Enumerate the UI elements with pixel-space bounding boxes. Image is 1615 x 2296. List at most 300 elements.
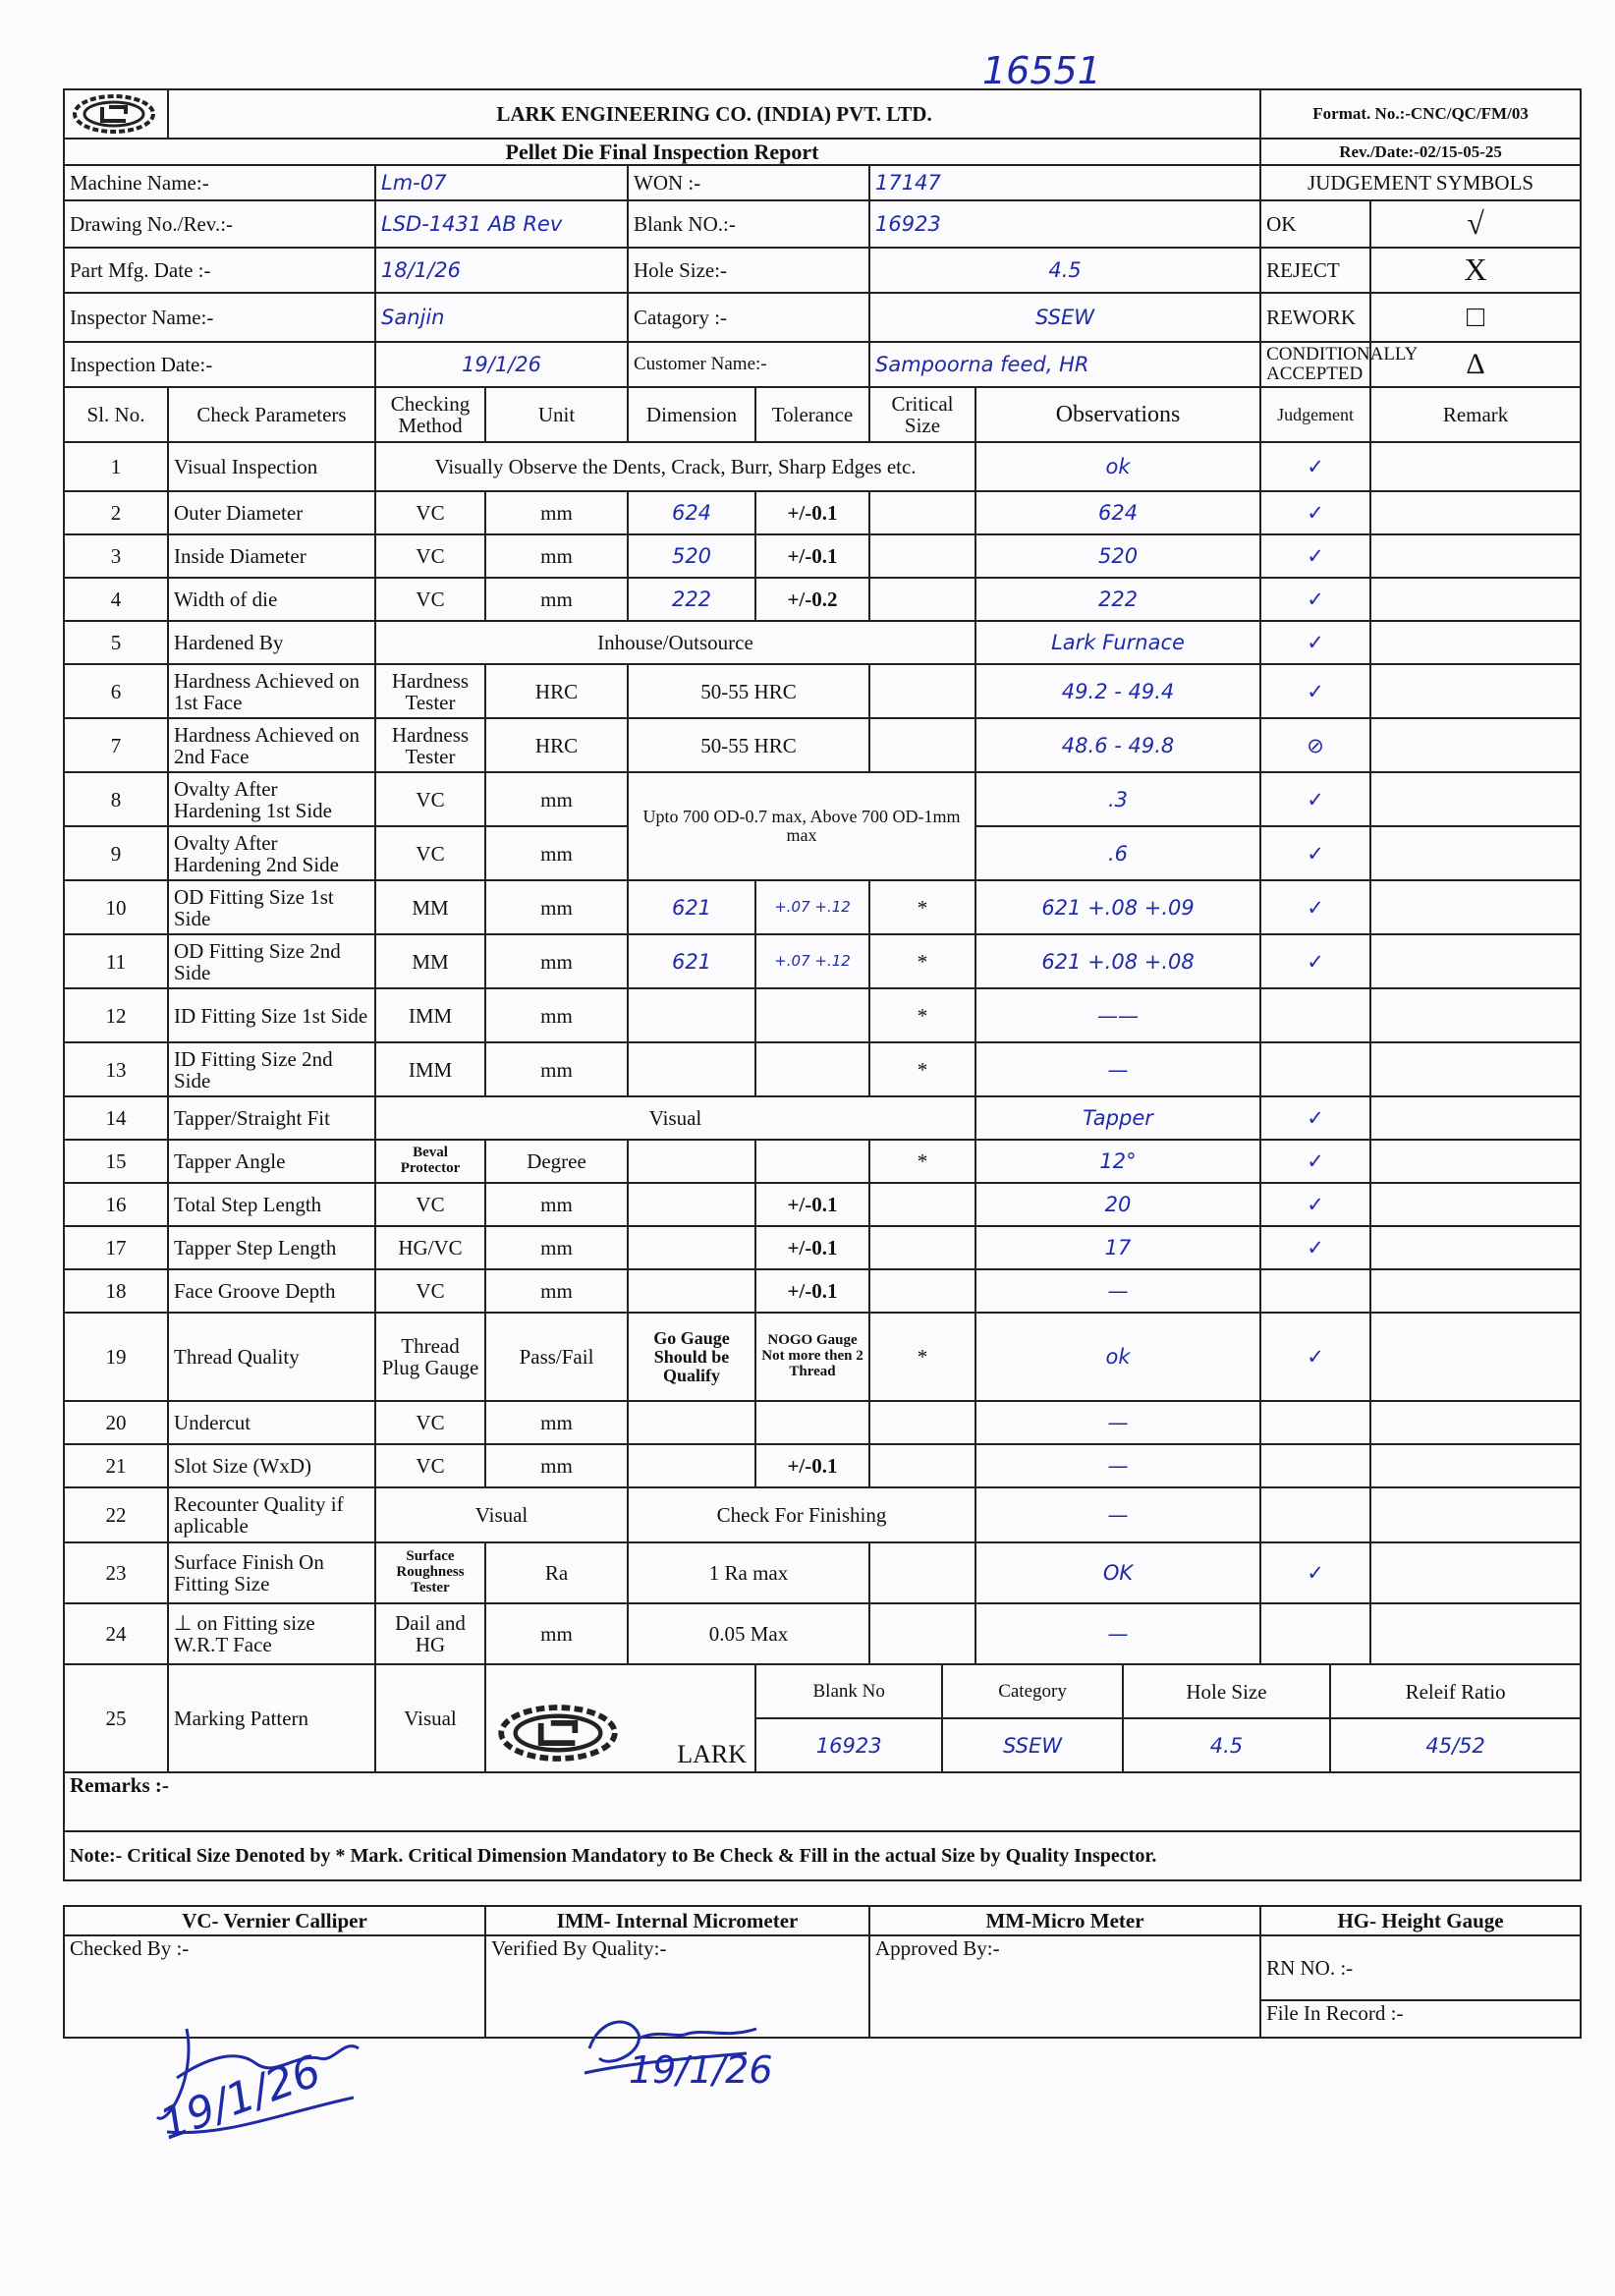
checked-by: Checked By :- xyxy=(64,1935,485,2038)
row-unit: mm xyxy=(485,934,628,988)
row-tol: +/-0.2 xyxy=(755,578,869,621)
mark-category-value: SSEW xyxy=(942,1718,1122,1771)
row-remark xyxy=(1370,718,1581,772)
row-crit xyxy=(869,1603,975,1664)
row-dim xyxy=(628,988,755,1042)
mark-hole-header: Hole Size xyxy=(1123,1665,1331,1718)
table-row xyxy=(64,1096,1581,1140)
row-judgement xyxy=(1260,1603,1370,1664)
rework-label: REWORK xyxy=(1260,293,1370,342)
table-row xyxy=(64,664,1581,718)
row-param: ID Fitting Size 2nd Side xyxy=(168,1042,375,1096)
row-remark xyxy=(1370,664,1581,718)
row-remark xyxy=(1370,988,1581,1042)
row-dim: 621 xyxy=(628,880,755,934)
row-param: Hardness Achieved on 1st Face xyxy=(168,664,375,718)
row-crit: * xyxy=(869,1313,975,1401)
row-param: Ovalty After Hardening 1st Side xyxy=(168,772,375,826)
machine-name-value: Lm-07 xyxy=(375,165,628,200)
col-checking-method: Checking Method xyxy=(375,387,485,442)
row-tol xyxy=(755,1401,869,1444)
row-unit: mm xyxy=(485,1183,628,1226)
row-unit: mm xyxy=(485,1603,628,1664)
row-observation: 621 +.08 +.08 xyxy=(975,934,1260,988)
row-remark xyxy=(1370,934,1581,988)
mark-relief-header: Releif Ratio xyxy=(1330,1665,1580,1718)
table-row xyxy=(64,1542,1581,1603)
row-param: Recounter Quality if aplicable xyxy=(168,1487,375,1542)
row-judgement xyxy=(1260,1042,1370,1096)
row-remark xyxy=(1370,1140,1581,1183)
row-dim: 1 Ra max xyxy=(628,1542,869,1603)
table-row xyxy=(64,578,1581,621)
table-row xyxy=(64,621,1581,664)
row-sl: 6 xyxy=(64,664,168,718)
row-method: Dail and HG xyxy=(375,1603,485,1664)
row-remark xyxy=(1370,1096,1581,1140)
won-label: WON :- xyxy=(628,165,869,200)
row-dim: 520 xyxy=(628,534,755,578)
rework-symbol: □ xyxy=(1370,293,1581,342)
row-method: VC xyxy=(375,1269,485,1313)
row-tol: +.07 +.12 xyxy=(755,880,869,934)
row-tol: +/-0.1 xyxy=(755,1444,869,1487)
legend-mm: MM-Micro Meter xyxy=(869,1906,1260,1935)
row-crit xyxy=(869,1183,975,1226)
row-unit: mm xyxy=(485,826,628,880)
row-dim xyxy=(628,1401,755,1444)
row-judgement xyxy=(1260,1269,1370,1313)
marking-param: Marking Pattern xyxy=(168,1664,375,1772)
row-sl: 10 xyxy=(64,880,168,934)
row-crit: * xyxy=(869,880,975,934)
row-method: VC xyxy=(375,1183,485,1226)
row-crit: * xyxy=(869,934,975,988)
table-row xyxy=(64,988,1581,1042)
row-tol: +/-0.1 xyxy=(755,1269,869,1313)
main-table xyxy=(63,88,1582,2039)
row-observation: — xyxy=(975,1487,1260,1542)
row-sl: 24 xyxy=(64,1603,168,1664)
row-unit: HRC xyxy=(485,664,628,718)
row-unit: mm xyxy=(485,772,628,826)
col-judgement: Judgement xyxy=(1260,387,1370,442)
company-name: LARK ENGINEERING CO. (INDIA) PVT. LTD. xyxy=(168,89,1260,139)
row-judgement: ✓ xyxy=(1260,1140,1370,1183)
hole-size-value: 4.5 xyxy=(869,248,1260,293)
reject-symbol: X xyxy=(1370,248,1581,293)
row-judgement xyxy=(1260,1444,1370,1487)
row-crit xyxy=(869,664,975,718)
row-observation: — xyxy=(975,1042,1260,1096)
row-observation: 12° xyxy=(975,1140,1260,1183)
row-dim: 621 xyxy=(628,934,755,988)
row-param: Ovalty After Hardening 2nd Side xyxy=(168,826,375,880)
col-dimension: Dimension xyxy=(628,387,755,442)
row-param: Surface Finish On Fitting Size xyxy=(168,1542,375,1603)
row-judgement: ✓ xyxy=(1260,442,1370,491)
row-sl: 8 xyxy=(64,772,168,826)
marking-method: Visual xyxy=(375,1664,485,1772)
row-method: VC xyxy=(375,578,485,621)
row-observation: — xyxy=(975,1444,1260,1487)
row-method: Hardness Tester xyxy=(375,718,485,772)
marking-lark-text: LARK xyxy=(677,1739,747,1768)
marking-table xyxy=(756,1665,1580,1771)
row-tol xyxy=(755,1042,869,1096)
table-row xyxy=(64,1140,1581,1183)
row-observation: 49.2 - 49.4 xyxy=(975,664,1260,718)
row-method: Surface Roughness Tester xyxy=(375,1542,485,1603)
table-row xyxy=(64,491,1581,534)
row-observation: — xyxy=(975,1269,1260,1313)
row-dim: 0.05 Max xyxy=(628,1603,869,1664)
row-sl: 11 xyxy=(64,934,168,988)
col-tolerance: Tolerance xyxy=(755,387,869,442)
row-observation: — xyxy=(975,1401,1260,1444)
row-method: Inhouse/Outsource xyxy=(375,621,975,664)
row-observation: Lark Furnace xyxy=(975,621,1260,664)
row-method: IMM xyxy=(375,988,485,1042)
marking-subgrid xyxy=(755,1664,1581,1772)
ok-label: OK xyxy=(1260,200,1370,248)
row-param: Hardness Achieved on 2nd Face xyxy=(168,718,375,772)
table-row xyxy=(64,1444,1581,1487)
row-sl: 16 xyxy=(64,1183,168,1226)
row-judgement: ✓ xyxy=(1260,491,1370,534)
row-tol: +/-0.1 xyxy=(755,491,869,534)
inspection-date-value: 19/1/26 xyxy=(375,342,628,387)
table-row xyxy=(64,1313,1581,1401)
row-method: Visual xyxy=(375,1096,975,1140)
table-row xyxy=(64,1042,1581,1096)
customer-name-value: Sampoorna feed, HR xyxy=(869,342,1260,387)
row-crit xyxy=(869,491,975,534)
row-sl: 18 xyxy=(64,1269,168,1313)
row-param: ⊥ on Fitting size W.R.T Face xyxy=(168,1603,375,1664)
row-param: OD Fitting Size 1st Side xyxy=(168,880,375,934)
row-method: VC xyxy=(375,826,485,880)
row-method: VC xyxy=(375,772,485,826)
table-row xyxy=(64,442,1581,491)
customer-name-label: Customer Name:- xyxy=(628,342,869,387)
row-sl: 5 xyxy=(64,621,168,664)
row-param: OD Fitting Size 2nd Side xyxy=(168,934,375,988)
row-method: VC xyxy=(375,491,485,534)
col-observations: Observations xyxy=(975,387,1260,442)
row-method: VC xyxy=(375,534,485,578)
row-param: Tapper/Straight Fit xyxy=(168,1096,375,1140)
row-observation: —— xyxy=(975,988,1260,1042)
row-method: VC xyxy=(375,1444,485,1487)
row-param: Inside Diameter xyxy=(168,534,375,578)
row-sl: 13 xyxy=(64,1042,168,1096)
row-observation: 624 xyxy=(975,491,1260,534)
row-remark xyxy=(1370,578,1581,621)
drawing-no-label: Drawing No./Rev.:- xyxy=(64,200,375,248)
row-judgement: ✓ xyxy=(1260,934,1370,988)
row-tol xyxy=(755,1140,869,1183)
marking-logo xyxy=(494,1699,622,1767)
row-method: IMM xyxy=(375,1042,485,1096)
row-observation: 20 xyxy=(975,1183,1260,1226)
row-sl: 21 xyxy=(64,1444,168,1487)
row-tol: +.07 +.12 xyxy=(755,934,869,988)
row-judgement xyxy=(1260,1487,1370,1542)
row-sl: 19 xyxy=(64,1313,168,1401)
handwritten-serial: 16551 xyxy=(982,49,1101,92)
row-crit xyxy=(869,1269,975,1313)
row-method: VC xyxy=(375,1401,485,1444)
row-dim: 624 xyxy=(628,491,755,534)
row-unit: mm xyxy=(485,578,628,621)
row-unit: mm xyxy=(485,1444,628,1487)
row-crit: * xyxy=(869,1140,975,1183)
row-tol: +/-0.1 xyxy=(755,1183,869,1226)
drawing-no-value: LSD-1431 AB Rev xyxy=(375,200,628,248)
row-crit xyxy=(869,1444,975,1487)
row-crit xyxy=(869,718,975,772)
row-judgement: ✓ xyxy=(1260,1096,1370,1140)
row-judgement: ✓ xyxy=(1260,621,1370,664)
mark-category-header: Category xyxy=(942,1665,1122,1718)
row-param: ID Fitting Size 1st Side xyxy=(168,988,375,1042)
row-param: Visual Inspection xyxy=(168,442,375,491)
inspector-name-value: Sanjin xyxy=(375,293,628,342)
mark-blank-value: 16923 xyxy=(756,1718,942,1771)
row-crit xyxy=(869,1542,975,1603)
row-unit: mm xyxy=(485,1401,628,1444)
row-observation: ok xyxy=(975,442,1260,491)
row-remark xyxy=(1370,1042,1581,1096)
row-remark xyxy=(1370,826,1581,880)
row-judgement: ✓ xyxy=(1260,826,1370,880)
row-dim xyxy=(628,1269,755,1313)
marking-logo-cell xyxy=(485,1664,755,1772)
row-judgement: ✓ xyxy=(1260,1313,1370,1401)
mark-relief-value: 45/52 xyxy=(1425,1733,1485,1758)
row-unit: mm xyxy=(485,534,628,578)
row-param: Slot Size (WxD) xyxy=(168,1444,375,1487)
row-judgement: ✓ xyxy=(1260,534,1370,578)
remarks-label: Remarks :- xyxy=(64,1772,1581,1831)
ok-symbol: √ xyxy=(1370,200,1581,248)
row-param: Undercut xyxy=(168,1401,375,1444)
row-judgement: ✓ xyxy=(1260,1226,1370,1269)
row-sl: 3 xyxy=(64,534,168,578)
table-row xyxy=(64,934,1581,988)
col-sl-no: Sl. No. xyxy=(64,387,168,442)
conditional-symbol: Δ xyxy=(1370,342,1581,387)
table-row xyxy=(64,772,1581,826)
row-remark xyxy=(1370,621,1581,664)
row-observation: OK xyxy=(975,1542,1260,1603)
row-method: MM xyxy=(375,880,485,934)
row-method: Visually Observe the Dents, Crack, Burr, Sharp Edges etc. xyxy=(375,442,975,491)
row-sl: 4 xyxy=(64,578,168,621)
row-crit xyxy=(869,534,975,578)
critical-note: Note:- Critical Size Denoted by * Mark. Critical Dimension Mandatory to Be Check & Fill in the actual Size by Quality Inspector. xyxy=(64,1831,1581,1880)
row-remark xyxy=(1370,772,1581,826)
row-remark xyxy=(1370,1401,1581,1444)
row-method: Hardness Tester xyxy=(375,664,485,718)
legend-hg: HG- Height Gauge xyxy=(1260,1906,1581,1935)
table-row xyxy=(64,534,1581,578)
checker-sign-date: 19/1/26 xyxy=(153,2045,328,2151)
legend-imm: IMM- Internal Micrometer xyxy=(485,1906,869,1935)
row-remark xyxy=(1370,534,1581,578)
row-judgement: ✓ xyxy=(1260,880,1370,934)
row-unit: mm xyxy=(485,988,628,1042)
row-observation: ok xyxy=(975,1313,1260,1401)
verified-by: Verified By Quality:- xyxy=(485,1935,869,2038)
row-judgement: ✓ xyxy=(1260,1542,1370,1603)
row-dim: 50-55 HRC xyxy=(628,718,869,772)
hole-size-label: Hole Size:- xyxy=(628,248,869,293)
row-judgement xyxy=(1260,988,1370,1042)
row-observation: — xyxy=(975,1603,1260,1664)
row-unit: Degree xyxy=(485,1140,628,1183)
table-row xyxy=(64,1401,1581,1444)
row-sl: 23 xyxy=(64,1542,168,1603)
row-crit xyxy=(869,578,975,621)
col-unit: Unit xyxy=(485,387,628,442)
file-in-record: File In Record :- xyxy=(1260,2000,1581,2038)
row-remark xyxy=(1370,1269,1581,1313)
row-dim: Check For Finishing xyxy=(628,1487,975,1542)
row-method: Visual xyxy=(375,1487,628,1542)
inspection-date-label: Inspection Date:- xyxy=(64,342,375,387)
row-method: MM xyxy=(375,934,485,988)
blank-no-label: Blank NO.:- xyxy=(628,200,869,248)
report-subtitle: Pellet Die Final Inspection Report xyxy=(64,139,1260,165)
table-row xyxy=(64,718,1581,772)
row-dim xyxy=(628,1444,755,1487)
judgement-symbols-title: JUDGEMENT SYMBOLS xyxy=(1260,165,1581,200)
row-observation: 48.6 - 49.8 xyxy=(975,718,1260,772)
marking-sl: 25 xyxy=(64,1664,168,1772)
row-sl: 9 xyxy=(64,826,168,880)
row-param: Width of die xyxy=(168,578,375,621)
category-value: SSEW xyxy=(869,293,1260,342)
row-method: HG/VC xyxy=(375,1226,485,1269)
row-observation: 222 xyxy=(975,578,1260,621)
row-sl: 17 xyxy=(64,1226,168,1269)
table-row xyxy=(64,1603,1581,1664)
row-remark xyxy=(1370,1542,1581,1603)
row-param: Thread Quality xyxy=(168,1313,375,1401)
row-sl: 20 xyxy=(64,1401,168,1444)
col-check-parameters: Check Parameters xyxy=(168,387,375,442)
row-crit xyxy=(869,1401,975,1444)
table-row xyxy=(64,1183,1581,1226)
row-unit: HRC xyxy=(485,718,628,772)
row-param: Tapper Angle xyxy=(168,1140,375,1183)
row-dim xyxy=(628,1183,755,1226)
row-unit: mm xyxy=(485,1226,628,1269)
row-remark xyxy=(1370,491,1581,534)
row-observation: 621 +.08 +.09 xyxy=(975,880,1260,934)
mark-hole-value: 4.5 xyxy=(1123,1718,1331,1771)
row-observation: 520 xyxy=(975,534,1260,578)
row-dim: 222 xyxy=(628,578,755,621)
row-judgement: ✓ xyxy=(1260,772,1370,826)
company-logo xyxy=(64,89,168,139)
mark-blank-header: Blank No xyxy=(756,1665,942,1718)
row-unit: mm xyxy=(485,491,628,534)
row-tol xyxy=(755,988,869,1042)
row-remark xyxy=(1370,1183,1581,1226)
row-unit: Ra xyxy=(485,1542,628,1603)
row-dim xyxy=(628,1226,755,1269)
blank-no-value: 16923 xyxy=(869,200,1260,248)
format-no: Format. No.:-CNC/QC/FM/03 xyxy=(1260,89,1581,139)
row-param: Hardened By xyxy=(168,621,375,664)
row-observation: .3 xyxy=(975,772,1260,826)
row-param: Tapper Step Length xyxy=(168,1226,375,1269)
row-sl: 2 xyxy=(64,491,168,534)
row-unit: mm xyxy=(485,880,628,934)
row-dim: Go Gauge Should be Qualify xyxy=(628,1313,755,1401)
row-remark xyxy=(1370,1603,1581,1664)
legend-vc: VC- Vernier Calliper xyxy=(64,1906,485,1935)
row-tol: NOGO Gauge Not more then 2 Thread xyxy=(755,1313,869,1401)
conditionally-accepted-label: CONDITIONALLY ACCEPTED xyxy=(1260,342,1370,387)
row-sl: 7 xyxy=(64,718,168,772)
part-mfg-date-value: 18/1/26 xyxy=(375,248,628,293)
row-crit xyxy=(869,1226,975,1269)
inspection-form xyxy=(63,88,1580,2039)
approved-by: Approved By:- xyxy=(869,1935,1260,2038)
machine-name-label: Machine Name:- xyxy=(64,165,375,200)
category-label: Catagory :- xyxy=(628,293,869,342)
row-dim: 50-55 HRC xyxy=(628,664,869,718)
table-row xyxy=(64,1487,1581,1542)
row-judgement: ⊘ xyxy=(1260,718,1370,772)
rn-no: RN NO. :- xyxy=(1260,1935,1581,2000)
row-unit: mm xyxy=(485,1269,628,1313)
row-sl: 22 xyxy=(64,1487,168,1542)
row-tol: +/-0.1 xyxy=(755,534,869,578)
row-sl: 15 xyxy=(64,1140,168,1183)
row-method: Thread Plug Gauge xyxy=(375,1313,485,1401)
row-param: Total Step Length xyxy=(168,1183,375,1226)
row-dim: Upto 700 OD-0.7 max, Above 700 OD-1mm max xyxy=(628,772,975,880)
row-crit: * xyxy=(869,1042,975,1096)
verifier-sign-date: 19/1/26 xyxy=(629,2048,773,2092)
row-observation: .6 xyxy=(975,826,1260,880)
row-tol: +/-0.1 xyxy=(755,1226,869,1269)
row-remark xyxy=(1370,1444,1581,1487)
row-crit: * xyxy=(869,988,975,1042)
row-param: Outer Diameter xyxy=(168,491,375,534)
row-remark xyxy=(1370,880,1581,934)
row-sl: 14 xyxy=(64,1096,168,1140)
part-mfg-date-label: Part Mfg. Date :- xyxy=(64,248,375,293)
row-remark xyxy=(1370,442,1581,491)
row-sl: 12 xyxy=(64,988,168,1042)
row-dim xyxy=(628,1042,755,1096)
row-judgement: ✓ xyxy=(1260,664,1370,718)
row-method: Beval Protector xyxy=(375,1140,485,1183)
row-remark xyxy=(1370,1487,1581,1542)
row-remark xyxy=(1370,1226,1581,1269)
row-remark xyxy=(1370,1313,1581,1401)
table-row xyxy=(64,880,1581,934)
table-row xyxy=(64,1269,1581,1313)
row-param: Face Groove Depth xyxy=(168,1269,375,1313)
row-dim xyxy=(628,1140,755,1183)
